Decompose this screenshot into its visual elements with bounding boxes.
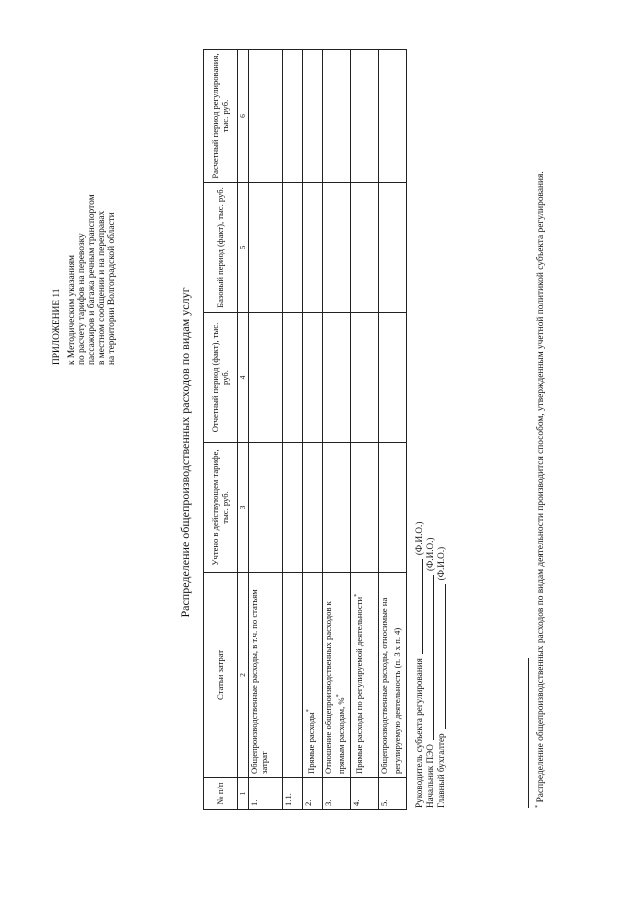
signature-line-head (414, 388, 425, 808)
signature-fio: (Ф.И.О.) (436, 546, 447, 581)
value-cell (351, 313, 379, 443)
column-number: 5 (238, 183, 249, 313)
signature-role: Руководитель субъекта регулирования (414, 658, 424, 808)
appendix-block (52, 25, 117, 365)
column-number: 6 (238, 50, 249, 183)
signature-underline (422, 559, 423, 654)
value-cell (249, 50, 283, 183)
footnote-divider (528, 658, 529, 808)
table-row (323, 50, 351, 810)
value-cell (379, 183, 407, 313)
value-cell (283, 313, 303, 443)
header-cell-items: Статьи затрат (204, 573, 238, 778)
value-cell (249, 183, 283, 313)
cost-distribution-table (203, 49, 407, 810)
row-label (323, 573, 351, 778)
value-cell (379, 313, 407, 443)
table-row (379, 50, 407, 810)
row-label-text: Общепроизводственные расходы, относимые на регулируемую деятельность (п. 3 х п. 4) (379, 597, 402, 774)
value-cell (303, 313, 323, 443)
footnote-text: Распределение общепроизводственных расходов по видам деятельности производится способом, утвержденным учетной политикой субъекта регулирования. (536, 171, 547, 803)
value-cell (351, 50, 379, 183)
value-cell (323, 443, 351, 573)
value-cell (249, 313, 283, 443)
footnote (532, 88, 548, 808)
appendix-line: в местном сообщении и на переправах (97, 210, 107, 365)
value-cell (351, 443, 379, 573)
row-label (303, 573, 323, 778)
value-cell (351, 183, 379, 313)
row-number: 4. (351, 778, 379, 810)
row-number: 5. (379, 778, 407, 810)
header-cell-calculated: Расчетный период регулирования, тыс. руб. (204, 50, 238, 183)
signature-underline (445, 584, 446, 729)
column-number-row (238, 50, 249, 810)
signature-fio: (Ф.И.О.) (414, 521, 424, 556)
value-cell (249, 443, 283, 573)
header-cell-num: № п/п (204, 778, 238, 810)
row-label (351, 573, 379, 778)
appendix-line: пассажиров и багажа речным транспортом (87, 194, 97, 365)
header-cell-current-tariff: Учтено в действующем тарифе, тыс. руб. (204, 443, 238, 573)
table-row (283, 50, 303, 810)
row-label-text: Отношение общепроизводственных расходов к прямым расходам, % (323, 601, 346, 774)
appendix-header: ПРИЛОЖЕНИЕ 11 (52, 288, 62, 365)
table-row (351, 50, 379, 810)
column-number: 4 (238, 313, 249, 443)
row-number: 1. (249, 778, 283, 810)
signature-role: Главный бухгалтер (436, 733, 447, 808)
footnote-mark: * (534, 804, 541, 808)
value-cell (303, 443, 323, 573)
row-label (249, 573, 283, 778)
table-header-row (204, 50, 238, 810)
row-label (379, 573, 407, 778)
column-number: 1 (238, 778, 249, 810)
row-label-text: Общепроизводственные расходы, в т.ч. по статьям затрат (249, 589, 269, 774)
footnote-mark: * (305, 709, 312, 713)
signature-block (414, 388, 448, 808)
row-label-text: Прямые расходы (305, 712, 316, 774)
row-number: 1.1. (283, 778, 303, 810)
value-cell (323, 183, 351, 313)
signature-line-accountant (436, 388, 447, 808)
signature-underline (433, 575, 434, 740)
value-cell (303, 183, 323, 313)
row-label (283, 573, 303, 778)
value-cell (323, 50, 351, 183)
value-cell (379, 443, 407, 573)
footnote-mark: * (334, 694, 342, 698)
value-cell (323, 313, 351, 443)
appendix-line: по расчету тарифов на перевозку (77, 233, 87, 365)
row-label-text: Прямые расходы по регулируемой деятельности (353, 596, 364, 774)
appendix-line: к Методическим указаниям (67, 255, 77, 365)
header-cell-base: Базовый период (факт), тыс. руб. (204, 183, 238, 313)
row-number: 3. (323, 778, 351, 810)
value-cell (283, 183, 303, 313)
column-number: 3 (238, 443, 249, 573)
signature-line-peo (425, 388, 436, 808)
signature-role: Начальник ПЭО (425, 744, 436, 808)
value-cell (379, 50, 407, 183)
column-number: 2 (238, 573, 249, 778)
value-cell (303, 50, 323, 183)
table-row (303, 50, 323, 810)
value-cell (283, 443, 303, 573)
footnote-mark: * (353, 593, 360, 597)
value-cell (283, 50, 303, 183)
header-cell-reporting: Отчетный период (факт), тыс. руб. (204, 313, 238, 443)
appendix-line: на территории Волгоградской области (107, 212, 117, 365)
row-number: 2. (303, 778, 323, 810)
table-row (249, 50, 283, 810)
signature-fio: (Ф.И.О.) (425, 537, 436, 572)
document-title: Распределение общепроизводственных расходов по видам услуг (178, 287, 192, 618)
